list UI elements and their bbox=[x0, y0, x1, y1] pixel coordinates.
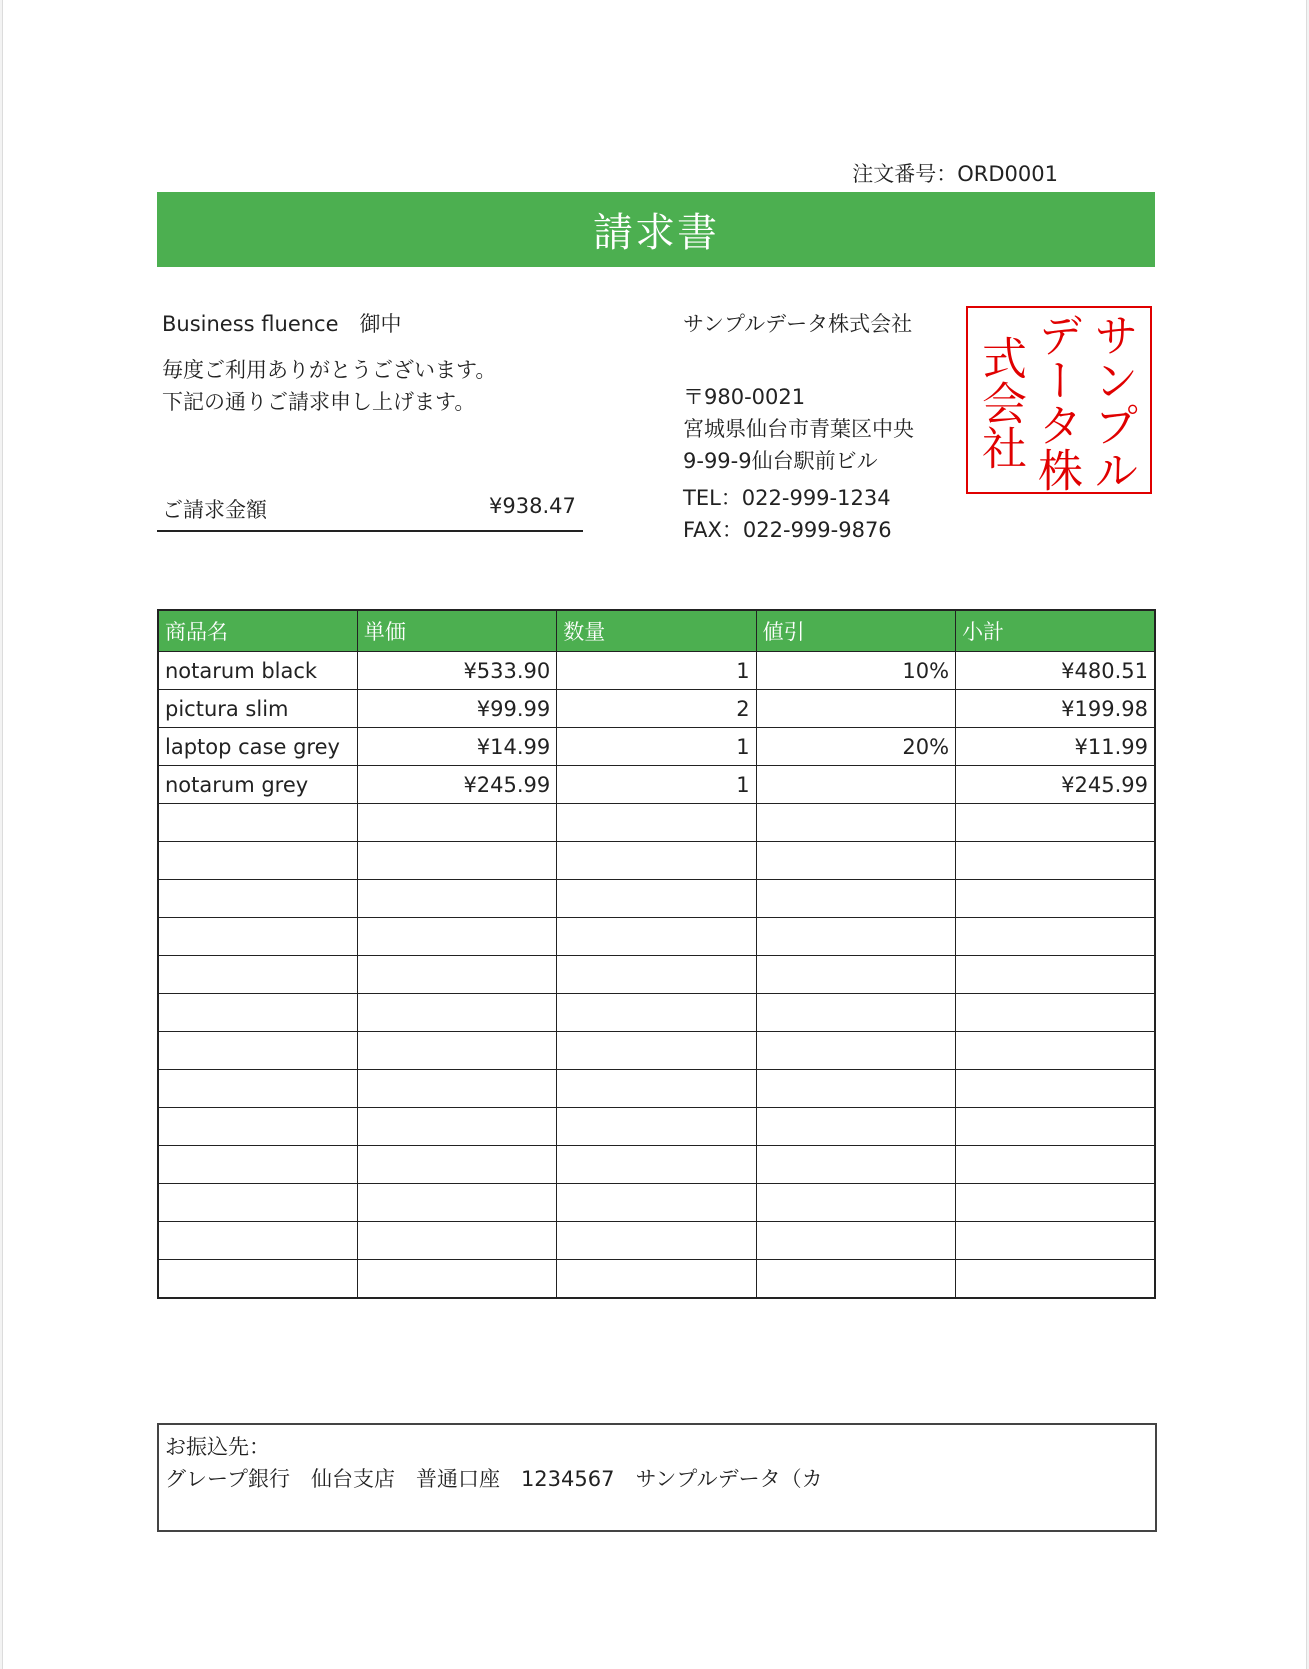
table-row bbox=[158, 1260, 1155, 1299]
cell-quantity bbox=[557, 1070, 756, 1108]
cell-quantity bbox=[557, 1032, 756, 1070]
company-seal bbox=[966, 306, 1152, 494]
cell-discount: 20% bbox=[756, 728, 955, 766]
cell-unit-price: ¥14.99 bbox=[357, 728, 556, 766]
cell-subtotal bbox=[956, 994, 1155, 1032]
cell-product bbox=[158, 918, 357, 956]
cell-subtotal bbox=[956, 880, 1155, 918]
cell-product bbox=[158, 804, 357, 842]
cell-unit-price bbox=[357, 1032, 556, 1070]
header-unit-price: 単価 bbox=[357, 610, 556, 652]
cell-quantity: 1 bbox=[557, 766, 756, 804]
cell-subtotal bbox=[956, 842, 1155, 880]
table-row bbox=[158, 652, 1155, 690]
cell-discount bbox=[756, 1032, 955, 1070]
cell-unit-price bbox=[357, 956, 556, 994]
cell-unit-price: ¥245.99 bbox=[357, 766, 556, 804]
cell-discount bbox=[756, 880, 955, 918]
issuer-company: サンプルデータ株式会社 bbox=[683, 312, 913, 336]
cell-subtotal bbox=[956, 804, 1155, 842]
cell-unit-price bbox=[357, 1146, 556, 1184]
cell-quantity bbox=[557, 804, 756, 842]
cell-quantity: 1 bbox=[557, 652, 756, 690]
cell-unit-price bbox=[357, 880, 556, 918]
header-subtotal: 小計 bbox=[956, 610, 1155, 652]
table-row bbox=[158, 1222, 1155, 1260]
bank-details: グレープ銀行 仙台支店 普通口座 1234567 サンプルデータ（カ bbox=[165, 1467, 823, 1491]
issuer-address-1: 宮城県仙台市青葉区中央 bbox=[683, 417, 914, 441]
amount-value: ¥938.47 bbox=[489, 494, 576, 518]
cell-discount bbox=[756, 842, 955, 880]
cell-unit-price bbox=[357, 918, 556, 956]
table-row bbox=[158, 880, 1155, 918]
items-table bbox=[157, 609, 1156, 1299]
cell-quantity bbox=[557, 994, 756, 1032]
table-row bbox=[158, 1032, 1155, 1070]
cell-unit-price bbox=[357, 1184, 556, 1222]
table-row bbox=[158, 918, 1155, 956]
cell-unit-price bbox=[357, 804, 556, 842]
cell-discount: 10% bbox=[756, 652, 955, 690]
table-row bbox=[158, 842, 1155, 880]
cell-quantity bbox=[557, 1146, 756, 1184]
cell-subtotal: ¥245.99 bbox=[956, 766, 1155, 804]
cell-quantity bbox=[557, 1260, 756, 1299]
cell-subtotal bbox=[956, 1146, 1155, 1184]
cell-unit-price bbox=[357, 1260, 556, 1299]
cell-product: pictura slim bbox=[158, 690, 357, 728]
cell-quantity bbox=[557, 918, 756, 956]
issuer-postal: 〒980-0021 bbox=[683, 385, 806, 409]
cell-unit-price: ¥99.99 bbox=[357, 690, 556, 728]
greeting-line-1: 毎度ご利用ありがとうございます。 bbox=[162, 358, 497, 382]
cell-subtotal bbox=[956, 1032, 1155, 1070]
cell-product bbox=[158, 1146, 357, 1184]
cell-product bbox=[158, 1108, 357, 1146]
seal-column: サンプル bbox=[1086, 312, 1139, 492]
cell-discount bbox=[756, 1184, 955, 1222]
cell-product bbox=[158, 1260, 357, 1299]
cell-unit-price bbox=[357, 1108, 556, 1146]
table-row bbox=[158, 994, 1155, 1032]
cell-quantity bbox=[557, 1222, 756, 1260]
cell-subtotal bbox=[956, 956, 1155, 994]
cell-unit-price bbox=[357, 1222, 556, 1260]
cell-discount bbox=[756, 1108, 955, 1146]
cell-subtotal: ¥480.51 bbox=[956, 652, 1155, 690]
cell-product bbox=[158, 1184, 357, 1222]
table-row bbox=[158, 1146, 1155, 1184]
cell-product bbox=[158, 1222, 357, 1260]
cell-unit-price bbox=[357, 1070, 556, 1108]
cell-product bbox=[158, 1070, 357, 1108]
cell-product: notarum black bbox=[158, 652, 357, 690]
order-number: 注文番号：ORD0001 bbox=[852, 162, 1058, 186]
cell-unit-price bbox=[357, 842, 556, 880]
amount-underline bbox=[157, 530, 583, 532]
cell-quantity: 2 bbox=[557, 690, 756, 728]
invoice-title-bar bbox=[157, 192, 1155, 267]
cell-discount bbox=[756, 1070, 955, 1108]
items-body bbox=[158, 652, 1155, 1299]
cell-subtotal: ¥199.98 bbox=[956, 690, 1155, 728]
bank-label: お振込先： bbox=[165, 1435, 270, 1459]
header-discount: 値引 bbox=[756, 610, 955, 652]
seal-column: データ株 bbox=[1030, 312, 1083, 492]
table-row bbox=[158, 804, 1155, 842]
table-row bbox=[158, 728, 1155, 766]
cell-quantity bbox=[557, 1184, 756, 1222]
cell-product: notarum grey bbox=[158, 766, 357, 804]
table-row bbox=[158, 1070, 1155, 1108]
table-header-row bbox=[158, 610, 1155, 652]
customer-name: Business fluence 御中 bbox=[162, 312, 402, 336]
seal-column: 式会社 bbox=[974, 334, 1027, 470]
cell-product bbox=[158, 842, 357, 880]
cell-discount bbox=[756, 918, 955, 956]
cell-quantity bbox=[557, 842, 756, 880]
cell-unit-price: ¥533.90 bbox=[357, 652, 556, 690]
table-row bbox=[158, 1184, 1155, 1222]
cell-quantity bbox=[557, 1108, 756, 1146]
cell-subtotal: ¥11.99 bbox=[956, 728, 1155, 766]
invoice-title: 請求書 bbox=[593, 210, 719, 256]
issuer-tel: TEL：022-999-1234 bbox=[683, 486, 891, 510]
cell-discount bbox=[756, 690, 955, 728]
invoice-page bbox=[2, 0, 1307, 1669]
cell-discount bbox=[756, 1146, 955, 1184]
issuer-address-2: 9-99-9仙台駅前ビル bbox=[683, 449, 878, 473]
cell-discount bbox=[756, 804, 955, 842]
table-row bbox=[158, 766, 1155, 804]
cell-product bbox=[158, 956, 357, 994]
cell-subtotal bbox=[956, 1070, 1155, 1108]
table-row bbox=[158, 1108, 1155, 1146]
cell-product bbox=[158, 994, 357, 1032]
greeting-line-2: 下記の通りご請求申し上げます。 bbox=[162, 390, 476, 414]
cell-subtotal bbox=[956, 1184, 1155, 1222]
cell-discount bbox=[756, 956, 955, 994]
issuer-fax: FAX：022-999-9876 bbox=[683, 518, 892, 542]
cell-quantity bbox=[557, 956, 756, 994]
cell-discount bbox=[756, 1222, 955, 1260]
table-row bbox=[158, 690, 1155, 728]
cell-quantity: 1 bbox=[557, 728, 756, 766]
cell-product bbox=[158, 1032, 357, 1070]
table-row bbox=[158, 956, 1155, 994]
cell-discount bbox=[756, 1260, 955, 1299]
cell-discount bbox=[756, 994, 955, 1032]
cell-unit-price bbox=[357, 994, 556, 1032]
cell-subtotal bbox=[956, 1108, 1155, 1146]
cell-subtotal bbox=[956, 1222, 1155, 1260]
header-quantity: 数量 bbox=[557, 610, 756, 652]
header-product: 商品名 bbox=[158, 610, 357, 652]
cell-subtotal bbox=[956, 918, 1155, 956]
cell-subtotal bbox=[956, 1260, 1155, 1299]
cell-product: laptop case grey bbox=[158, 728, 357, 766]
cell-discount bbox=[756, 766, 955, 804]
cell-quantity bbox=[557, 880, 756, 918]
cell-product bbox=[158, 880, 357, 918]
bank-info-box bbox=[157, 1423, 1157, 1532]
amount-label: ご請求金額 bbox=[162, 498, 267, 522]
